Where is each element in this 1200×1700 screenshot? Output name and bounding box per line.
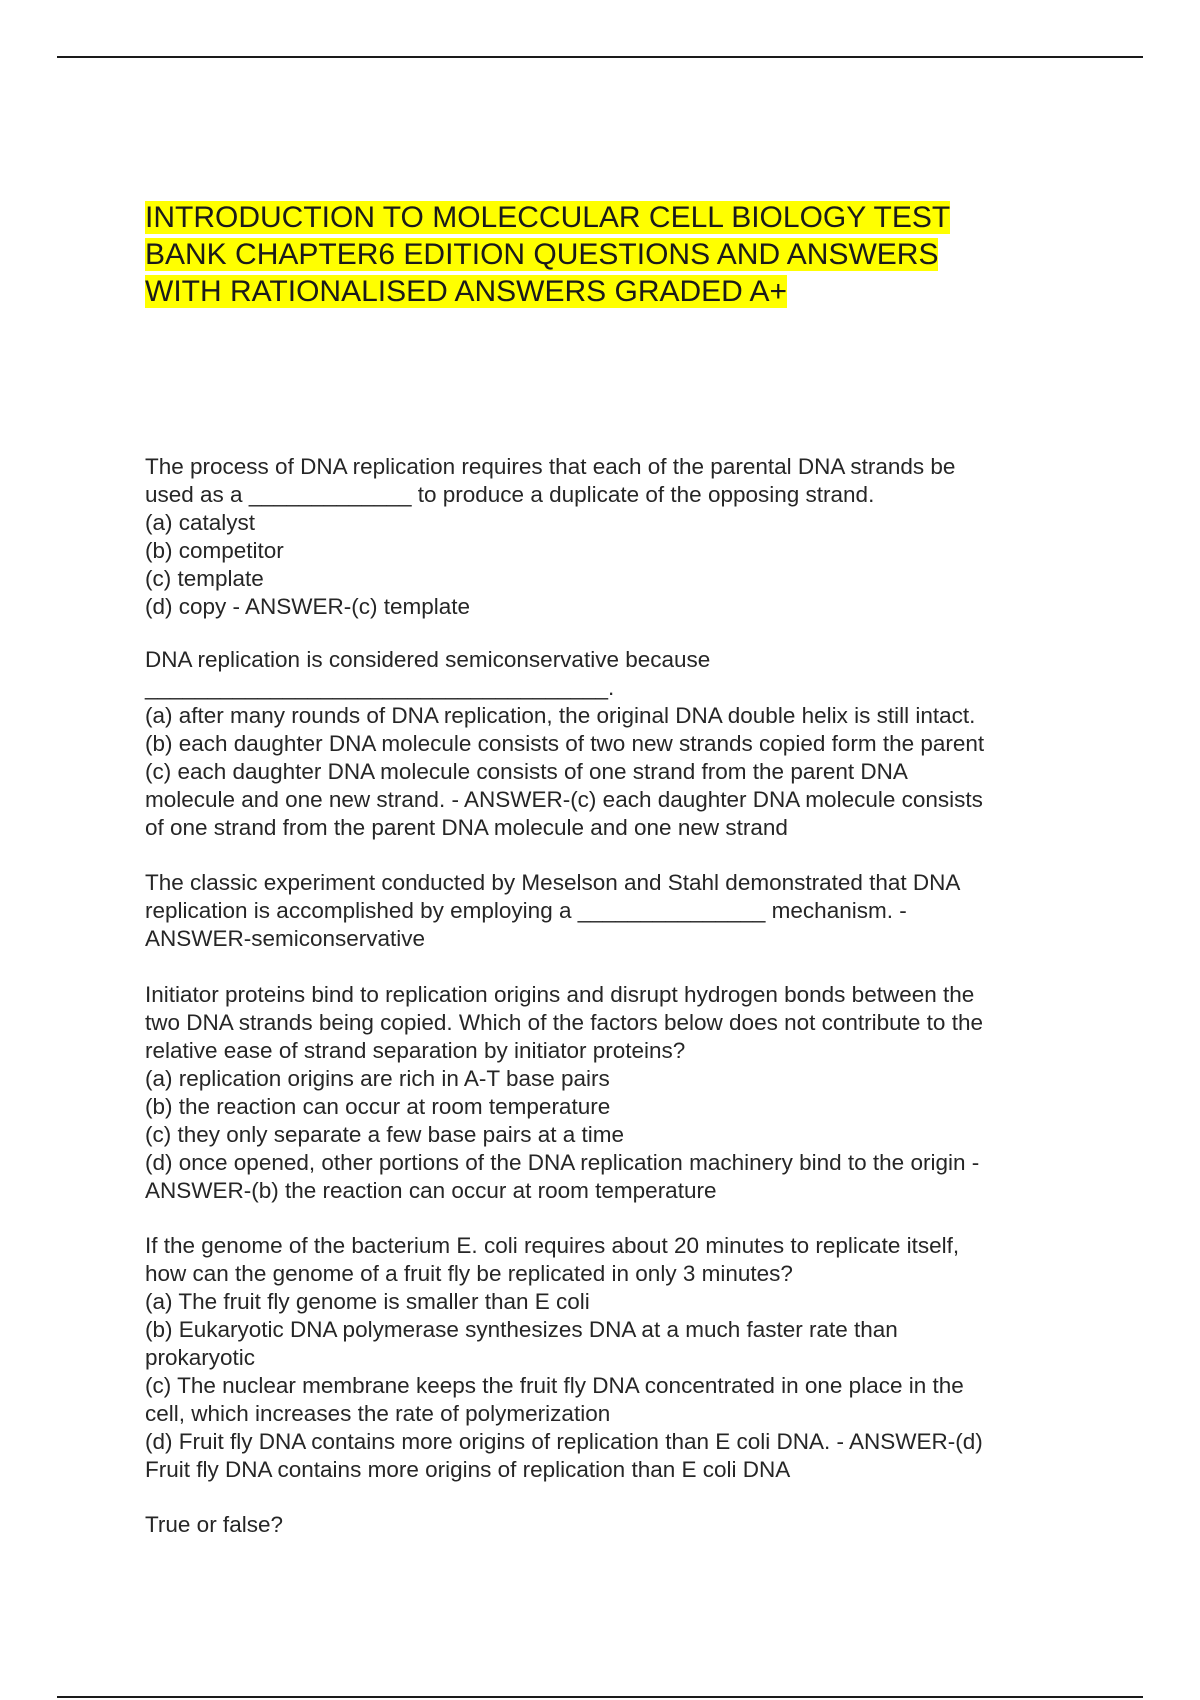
answer-line: (d) copy - ANSWER-(c) template [145,594,471,619]
question-line: relative ease of strand separation by initiator proteins? [145,1038,686,1063]
title-highlight [145,201,950,308]
title-line-3: WITH RATIONALISED ANSWERS GRADED A+ [145,275,788,308]
question-block-3 [145,869,1065,953]
top-rule [57,56,1143,58]
option-line: (b) the reaction can occur at room temperature [145,1094,611,1119]
option-line: (c) they only separate a few base pairs at a time [145,1122,624,1147]
question-block-6 [145,1511,1065,1539]
question-block-5 [145,1232,1065,1484]
option-line: (d) Fruit fly DNA contains more origins of replication than E coli DNA. - ANSWER-(d) [145,1429,983,1454]
answer-line: ANSWER-semiconservative [145,926,426,951]
bottom-rule [57,1696,1143,1698]
title-line-2: BANK CHAPTER6 EDITION QUESTIONS AND ANSWERS [145,238,939,271]
option-line: (d) once opened, other portions of the DNA replication machinery bind to the origin - [145,1150,980,1175]
question-block-2 [145,646,1065,842]
document-title [145,199,1045,310]
option-line: (b) Eukaryotic DNA polymerase synthesizes DNA at a much faster rate than [145,1317,898,1342]
answer-line: ANSWER-(b) the reaction can occur at room temperature [145,1178,717,1203]
option-line: cell, which increases the rate of polymerization [145,1401,611,1426]
question-line: Initiator proteins bind to replication origins and disrupt hydrogen bonds between the [145,982,975,1007]
title-line-1: INTRODUCTION TO MOLECCULAR CELL BIOLOGY TEST [145,201,951,234]
question-line: The classic experiment conducted by Meselson and Stahl demonstrated that DNA [145,870,961,895]
option-line: (a) The fruit fly genome is smaller than E coli [145,1289,590,1314]
option-line: (a) replication origins are rich in A-T base pairs [145,1066,610,1091]
option-line: (a) catalyst [145,510,256,535]
option-line: (c) The nuclear membrane keeps the fruit fly DNA concentrated in one place in the [145,1373,964,1398]
answer-line: Fruit fly DNA contains more origins of replication than E coli DNA [145,1457,791,1482]
question-block-1 [145,453,1065,621]
option-line: (b) competitor [145,538,284,563]
answer-line: molecule and one new strand. - ANSWER-(c) each daughter DNA molecule consists [145,787,983,812]
question-line: _____________________________________. [145,675,615,700]
option-line: prokaryotic [145,1345,256,1370]
question-line: The process of DNA replication requires that each of the parental DNA strands be [145,454,956,479]
question-line: True or false? [145,1512,283,1537]
option-line: (c) template [145,566,264,591]
option-line: (a) after many rounds of DNA replication, the original DNA double helix is still intact. [145,703,976,728]
option-line: (b) each daughter DNA molecule consists of two new strands copied form the parent [145,731,985,756]
question-line: replication is accomplished by employing a _______________ mechanism. - [145,898,907,923]
question-line: two DNA strands being copied. Which of the factors below does not contribute to the [145,1010,983,1035]
question-line: DNA replication is considered semiconservative because [145,647,711,672]
question-line: If the genome of the bacterium E. coli requires about 20 minutes to replicate itself, [145,1233,960,1258]
question-line: used as a _____________ to produce a duplicate of the opposing strand. [145,482,875,507]
question-line: how can the genome of a fruit fly be replicated in only 3 minutes? [145,1261,793,1286]
answer-line: of one strand from the parent DNA molecule and one new strand [145,815,788,840]
option-line: (c) each daughter DNA molecule consists of one strand from the parent DNA [145,759,908,784]
question-block-4 [145,981,1065,1205]
